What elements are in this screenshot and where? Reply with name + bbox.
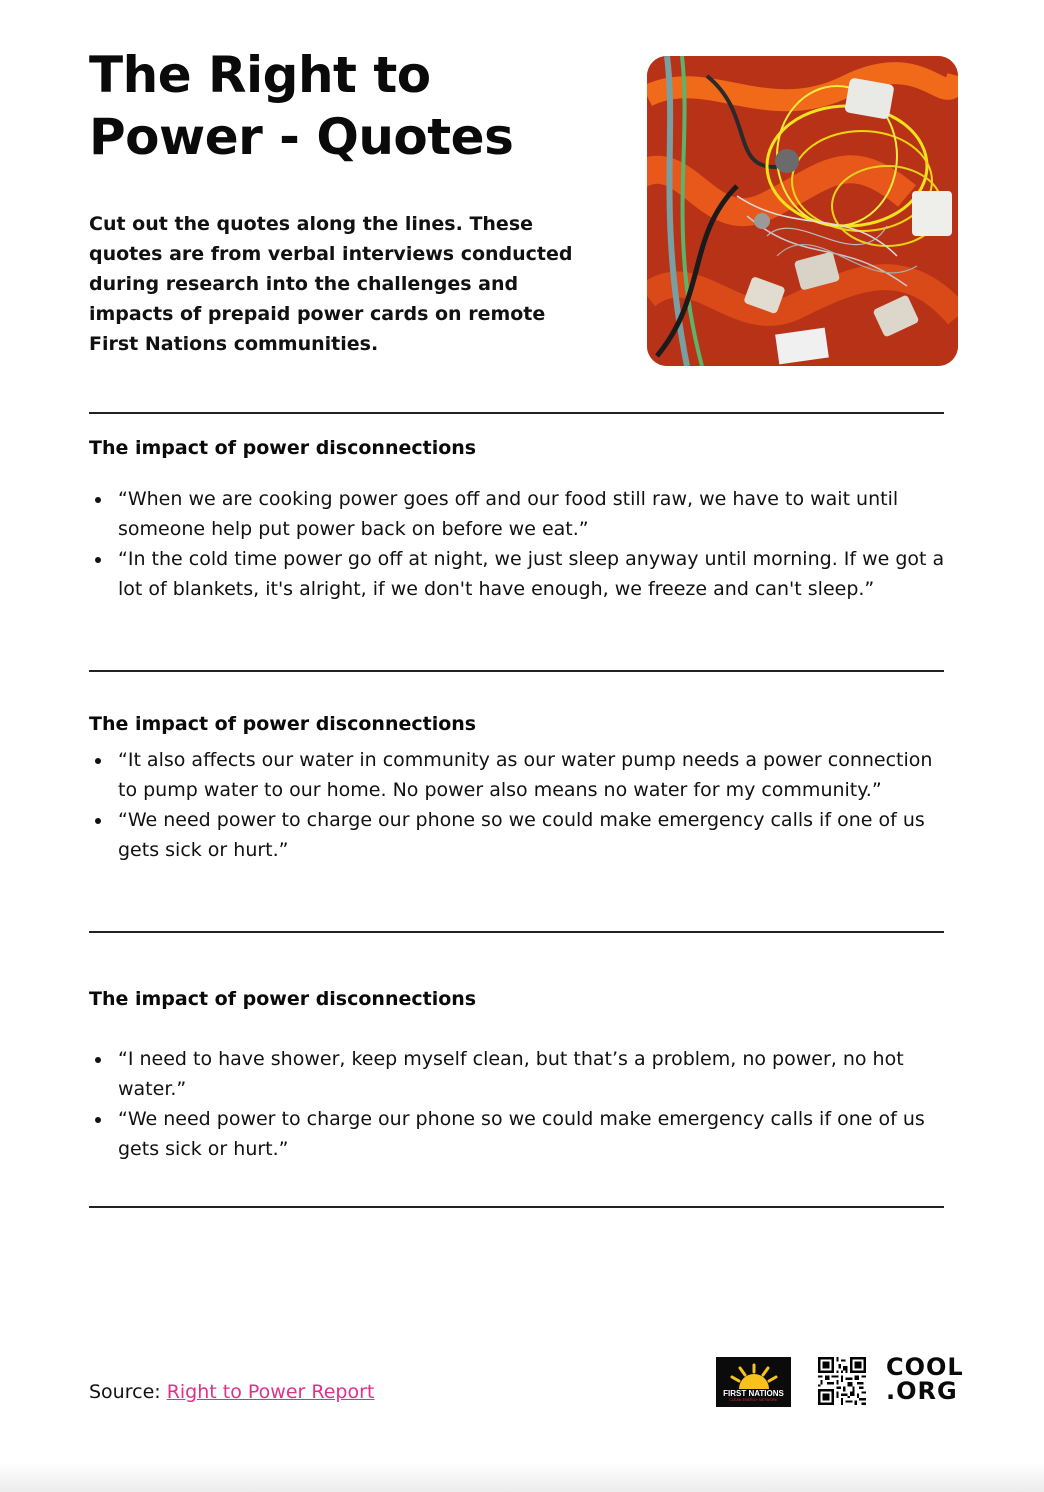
- cut-line: [89, 670, 944, 672]
- right-to-power-report-link[interactable]: Right to Power Report: [166, 1381, 375, 1403]
- qr-code-icon[interactable]: [818, 1357, 866, 1405]
- page-title: The Right to Power - Quotes: [89, 46, 514, 166]
- quote-item: “I need to have shower, keep myself clean, but that’s a problem, no power, no hot water.”: [89, 1044, 955, 1104]
- cool-org-logo-line1: COOL: [886, 1353, 964, 1381]
- quote-item: “In the cold time power go off at night, we just sleep anyway until morning. If we got a lot of blankets, it's alright, if we don't have enough, we freeze and can't sleep.”: [89, 544, 955, 604]
- cut-line: [89, 931, 944, 933]
- section-heading: The impact of power disconnections: [89, 437, 477, 459]
- quote-list: [89, 1044, 955, 1164]
- first-nations-clean-energy-logo: [716, 1357, 791, 1407]
- tangled-wires-photo: [647, 56, 958, 366]
- intro-paragraph: Cut out the quotes along the lines. These quotes are from verbal interviews conducted during research into the challenges and impacts of prepaid power cards on remote First Nations communities.: [89, 213, 573, 355]
- cut-line: [89, 1206, 944, 1208]
- quote-item: “We need power to charge our phone so we could make emergency calls if one of us gets sick or hurt.”: [89, 805, 955, 865]
- quote-item: “We need power to charge our phone so we could make emergency calls if one of us gets sick or hurt.”: [89, 1104, 955, 1164]
- source-line: [89, 1378, 374, 1406]
- section-heading: The impact of power disconnections: [89, 713, 477, 735]
- page-bottom-edge: [0, 1462, 1044, 1492]
- first-nations-logo-name: FIRST NATIONS: [723, 1389, 784, 1398]
- cool-org-logo: [886, 1353, 964, 1405]
- cut-line: [89, 412, 944, 414]
- section-heading: The impact of power disconnections: [89, 988, 477, 1010]
- source-label: Source:: [89, 1381, 167, 1403]
- quote-item: “It also affects our water in community as our water pump needs a power connection to pump water to our home. No power also means no water for my community.”: [89, 745, 955, 805]
- quote-list: [89, 745, 955, 865]
- sun-icon: [729, 1363, 779, 1389]
- quote-list: [89, 484, 955, 604]
- quote-item: “When we are cooking power goes off and our food still raw, we have to wait until someone help put power back on before we eat.”: [89, 484, 955, 544]
- first-nations-logo-subtitle: CLEAN ENERGY NETWORK: [729, 1398, 778, 1402]
- cool-org-logo-line2: .ORG: [886, 1377, 958, 1405]
